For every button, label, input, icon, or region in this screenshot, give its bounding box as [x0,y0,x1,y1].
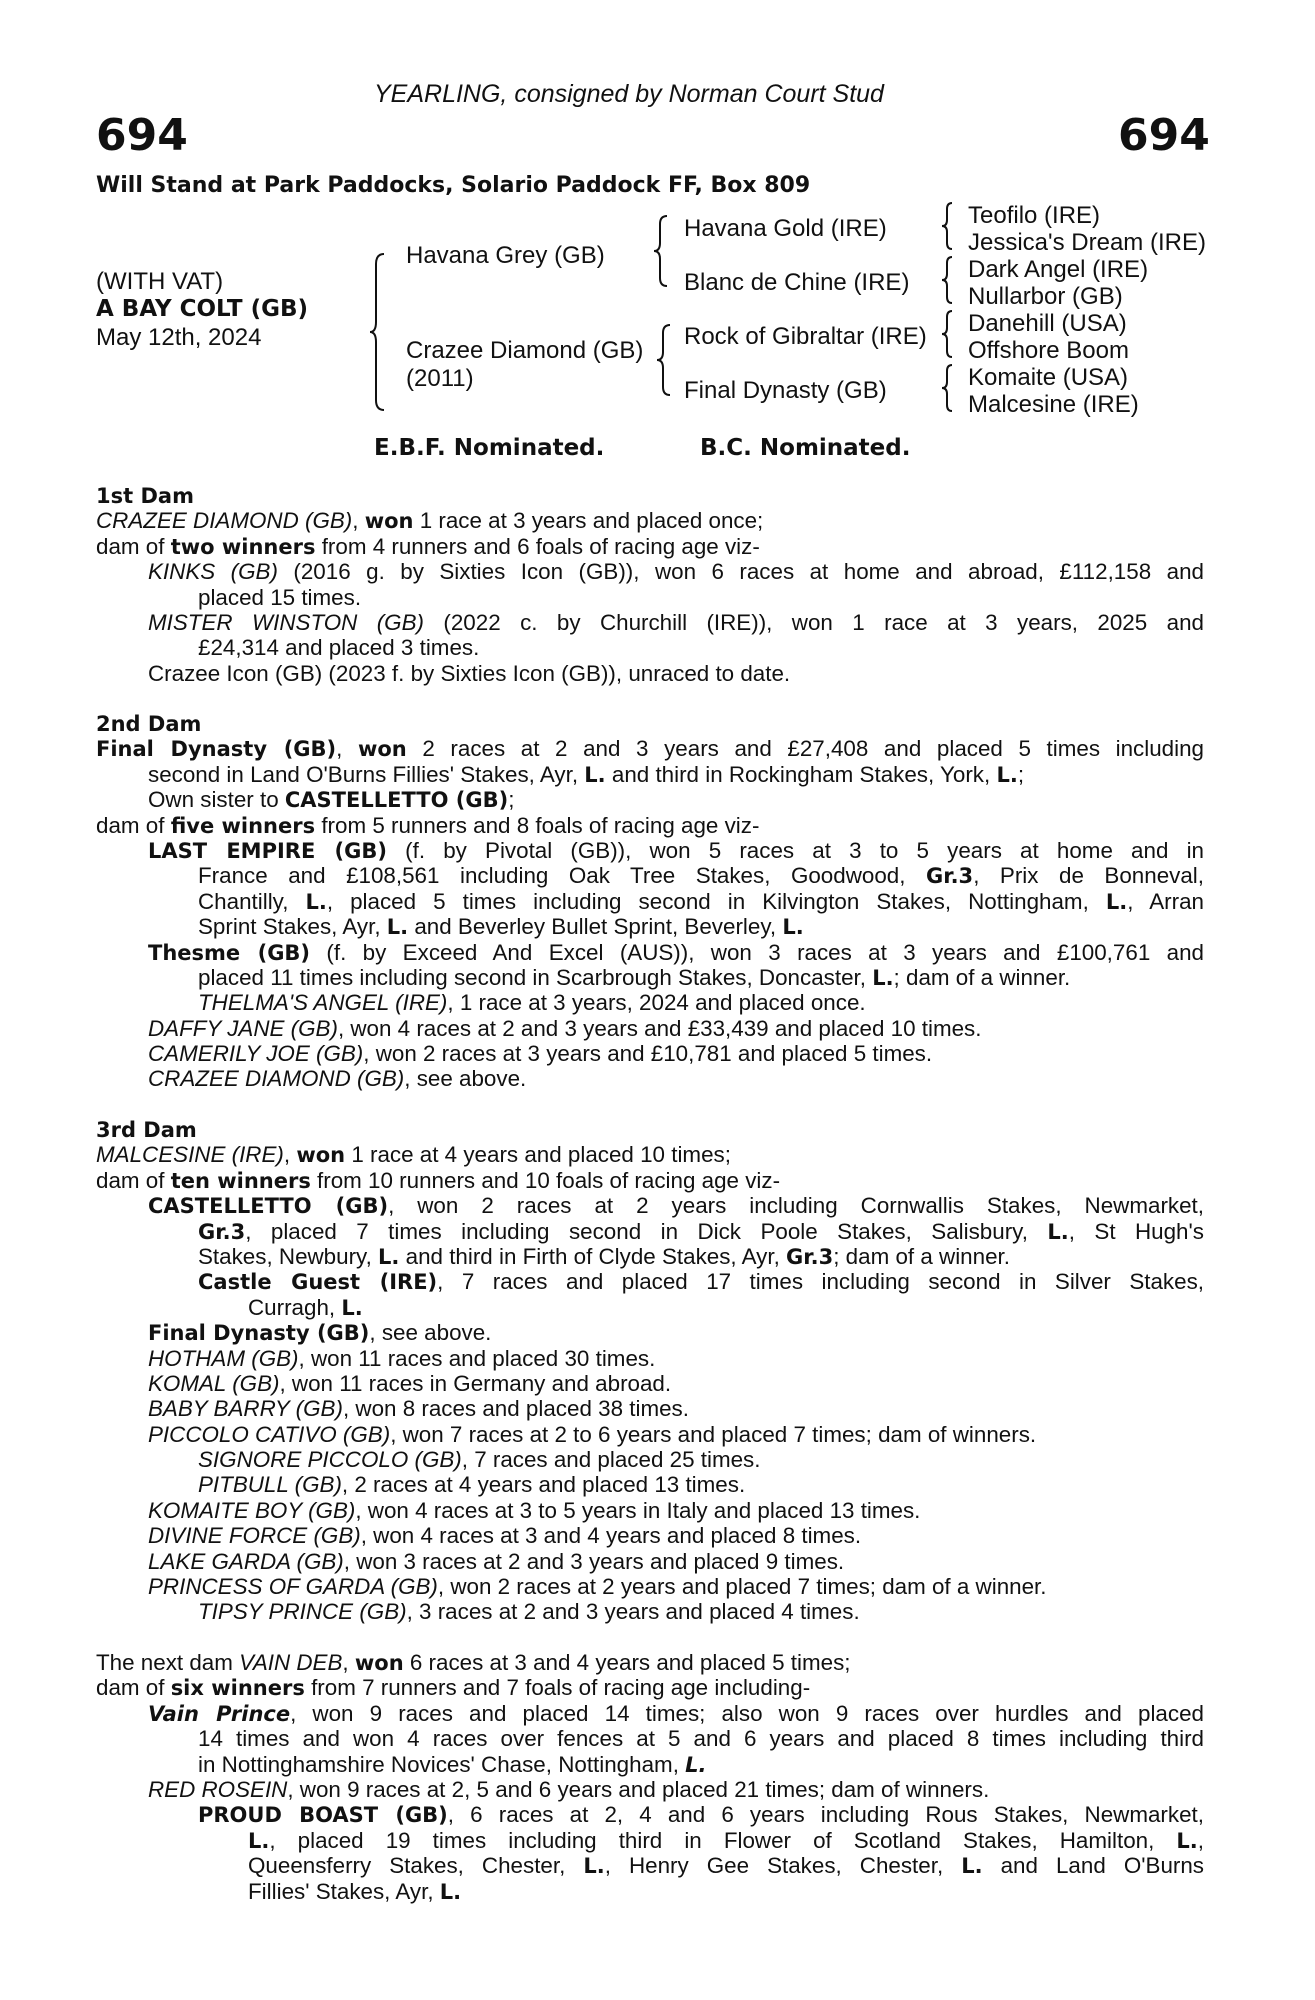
progeny-entry: DIVINE FORCE (GB), won 4 races at 3 and 4 years and placed 8 times. [148,1523,862,1549]
first-dam-section: 1st Dam CRAZEE DIAMOND (GB), won 1 race at 3 years and placed once; dam of two winners from 4 runners and 6 foals of racing age viz- KINKS (GB) (2016 g. by Sixties Icon (GB)), won 6 races at home and abroad, £112,158 and placed 15 times. MISTER WINSTON (GB) (2022 c. by Churchill (IRE)), won 1 race at 3 years, 2025 and £24,314 and placed 3 times. Crazee Icon (GB) (2023 f. by Sixties Icon (GB)), unraced to date. [96,484,1204,686]
pedigree-dds: Komaite (USA) [968,364,1129,391]
progeny-entry: PICCOLO CATIVO (GB), won 7 races at 2 to 6 years and placed 7 times; dam of winners. [148,1421,1037,1447]
pedigree-dam-year: (2011) [406,365,474,392]
next-dam-section: The next dam VAIN DEB, won 6 races at 3 and 4 years and placed 5 times; dam of six winners from 7 runners and 7 foals of racing age including- Vain Prince, won 9 races and placed 14 times; also won 9 races over hurdles and placed 14 times and won 4 races over fences at 5 and 6 years and placed 8 times including third in Nottinghamshire Novices' Chase, Nottingham, L. RED ROSEIN, won 9 races at 2, 5 and 6 years and placed 21 times; dam of winners. PROUD BOAST (GB), 6 races at 2, 4 and 6 years including Rous Stakes, Newmarket, L., placed 19 times including third in Flower of Scotland Stakes, Hamilton, L., Queensferry Stakes, Chester, L., Henry Gee Stakes, Chester, L. and Land O'Burns Fillies' Stakes, Ayr, L. [96,1650,1205,1904]
progeny-entry: KINKS (GB) (2016 g. by Sixties Icon (GB)), won 6 races at home and abroad, £112,158 and [148,559,1204,585]
progeny-entry: Crazee Icon (GB) (2023 f. by Sixties Icon (GB)), unraced to date. [148,660,791,686]
third-dam-heading: 3rd Dam [96,1118,197,1142]
pedigree-brace-ds [940,309,956,359]
pedigree-sire: Havana Grey (GB) [406,242,605,269]
pedigree-ddd: Malcesine (IRE) [968,391,1139,418]
second-dam-heading: 2nd Dam [96,712,202,736]
pedigree-dam-dam: Final Dynasty (GB) [684,377,887,404]
progeny-entry: PRINCESS OF GARDA (GB), won 2 races at 2 years and placed 7 times; dam of a winner. [148,1574,1047,1600]
progeny-entry: Thesme (GB) (f. by Exceed And Excel (AUS)), won 3 races at 3 years and £100,761 and [148,939,1204,965]
progeny-entry: MISTER WINSTON (GB) (2022 c. by Churchill (IRE)), won 1 race at 3 years, 2025 and [148,609,1204,635]
pedigree-dss: Danehill (USA) [968,310,1127,337]
pedigree-ssd: Jessica's Dream (IRE) [968,229,1206,256]
progeny-entry: CASTELLETTO (GB), won 2 races at 2 years including Cornwallis Stakes, Newmarket, [148,1193,1204,1219]
progeny-entry: RED ROSEIN, won 9 races at 2, 5 and 6 years and placed 21 times; dam of winners. [148,1776,990,1802]
second-dam-section: 2nd Dam Final Dynasty (GB), won 2 races at 2 and 3 years and £27,408 and placed 5 times including second in Land O'Burns Fillies' Stakes, Ayr, L. and third in Rockingham Stakes, York, L.; Own sister to CASTELLETTO (GB); dam of five winners from 5 runners and 8 foals of racing age viz- LAST EMPIRE (GB) (f. by Pivotal (GB)), won 5 races at 3 to 5 years at home and in France and £108,561 including Oak Tree Stakes, Goodwood, Gr.3, Prix de Bonneval, Chantilly, L., placed 5 times including second in Kilvington Stakes, Nottingham, L., Arran Sprint Stakes, Ayr, L. and Beverley Bullet Sprint, Beverley, L. Thesme (GB) (f. by Exceed And Excel (AUS)), won 3 races at 3 years and £100,761 and placed 11 times including second in Scarbrough Stakes, Doncaster, L.; dam of a winner. THELMA'S ANGEL (IRE), 1 race at 3 years, 2024 and placed once. DAFFY JANE (GB), won 4 races at 2 and 3 years and £33,439 and placed 10 times. CAMERILY JOE (GB), won 2 races at 3 years and £10,781 and placed 5 times. CRAZEE DIAMOND (GB), see above. [96,712,1205,1092]
progeny-entry: LAKE GARDA (GB), won 3 races at 2 and 3 years and placed 9 times. [148,1548,845,1574]
progeny-entry: CRAZEE DIAMOND (GB), see above. [148,1066,527,1092]
pedigree-dam-sire: Rock of Gibraltar (IRE) [684,323,927,350]
pedigree-brace-sire [652,214,672,288]
progeny-entry: BABY BARRY (GB), won 8 races and placed 38 times. [148,1396,689,1422]
lot-number-right: 694 [1118,110,1210,161]
bc-nomination: B.C. Nominated. [700,435,911,461]
ebf-nomination: E.B.F. Nominated. [374,435,605,461]
pedigree-sdd: Nullarbor (GB) [968,283,1123,310]
progeny-entry: Final Dynasty (GB), see above. [148,1320,492,1346]
dam-name: CRAZEE DIAMOND (GB) [96,508,353,534]
pedigree-dsd: Offshore Boom [968,337,1129,364]
progeny-entry: DAFFY JANE (GB), won 4 races at 2 and 3 years and £33,439 and placed 10 times. [148,1015,982,1041]
horse-name: A BAY COLT (GB) [96,296,309,322]
pedigree-brace-sd [940,255,956,305]
progeny-entry: HOTHAM (GB), won 11 races and placed 30 times. [148,1345,656,1371]
stand-location: Will Stand at Park Paddocks, Solario Paddock FF, Box 809 [96,173,811,198]
progeny-entry: PROUD BOAST (GB), 6 races at 2, 4 and 6 years including Rous Stakes, Newmarket, [198,1802,1204,1828]
lot-number-left: 694 [96,110,188,161]
pedigree-brace-dd [940,363,956,413]
progeny-entry: Castle Guest (IRE), 7 races and placed 17 times including second in Silver Stakes, [198,1269,1204,1295]
progeny-entry: KOMAL (GB), won 11 races in Germany and abroad. [148,1370,672,1396]
progeny-entry: PITBULL (GB), 2 races at 4 years and placed 13 times. [198,1472,746,1498]
pedigree-sire-dam: Blanc de Chine (IRE) [684,269,910,296]
progeny-entry: TIPSY PRINCE (GB), 3 races at 2 and 3 years and placed 4 times. [198,1599,860,1625]
pedigree-sds: Dark Angel (IRE) [968,256,1149,283]
third-dam-section: 3rd Dam MALCESINE (IRE), won 1 race at 4 years and placed 10 times; dam of ten winners from 10 runners and 10 foals of racing age viz- CASTELLETTO (GB), won 2 races at 2 years including Cornwallis Stakes, Newmarket, Gr.3, placed 7 times including second in Dick Poole Stakes, Salisbury, L., St Hugh's Stakes, Newbury, L. and third in Firth of Clyde Stakes, Ayr, Gr.3; dam of a winner. Castle Guest (IRE), 7 races and placed 17 times including second in Silver Stakes, Curragh, L. Final Dynasty (GB), see above. HOTHAM (GB), won 11 races and placed 30 times. KOMAL (GB), won 11 races in Germany and abroad. BABY BARRY (GB), won 8 races and placed 38 times. PICCOLO CATIVO (GB), won 7 races at 2 to 6 years and placed 7 times; dam of winners. SIGNORE PICCOLO (GB), 7 races and placed 25 times. PITBULL (GB), 2 races at 4 years and placed 13 times. KOMAITE BOY (GB), won 4 races at 3 to 5 years in Italy and placed 13 times. DIVINE FORCE (GB), won 4 races at 3 and 4 years and placed 8 times. LAKE GARDA (GB), won 3 races at 2 and 3 years and placed 9 times. PRINCESS OF GARDA (GB), won 2 races at 2 years and placed 7 times; dam of a winner. TIPSY PRINCE (GB), 3 races at 2 and 3 years and placed 4 times. [96,1118,1204,1625]
pedigree-dam: Crazee Diamond (GB) [406,337,644,364]
vat-note: (WITH VAT) [96,268,224,295]
pedigree-sss: Teofilo (IRE) [968,202,1101,229]
progeny-entry: SIGNORE PICCOLO (GB), 7 races and placed 25 times. [198,1447,761,1473]
pedigree-brace-ss [940,201,956,251]
first-dam-heading: 1st Dam [96,484,194,508]
pedigree-brace-dam [655,323,675,397]
consignor-line: YEARLING, consigned by Norman Court Stud [374,80,884,108]
progeny-entry: KOMAITE BOY (GB), won 4 races at 3 to 5 years in Italy and placed 13 times. [148,1497,921,1523]
progeny-entry: Vain Prince, won 9 races and placed 14 times; also won 9 races over hurdles and placed [148,1700,1204,1726]
pedigree-sire-sire: Havana Gold (IRE) [684,215,887,242]
progeny-entry: LAST EMPIRE (GB) (f. by Pivotal (GB)), won 5 races at 3 to 5 years at home and in [148,837,1205,863]
progeny-entry: CAMERILY JOE (GB), won 2 races at 3 years and £10,781 and placed 5 times. [148,1041,933,1067]
progeny-entry: THELMA'S ANGEL (IRE), 1 race at 3 years, 2024 and placed once. [198,990,866,1016]
foaling-date: May 12th, 2024 [96,324,262,351]
pedigree-brace-main [368,252,390,412]
